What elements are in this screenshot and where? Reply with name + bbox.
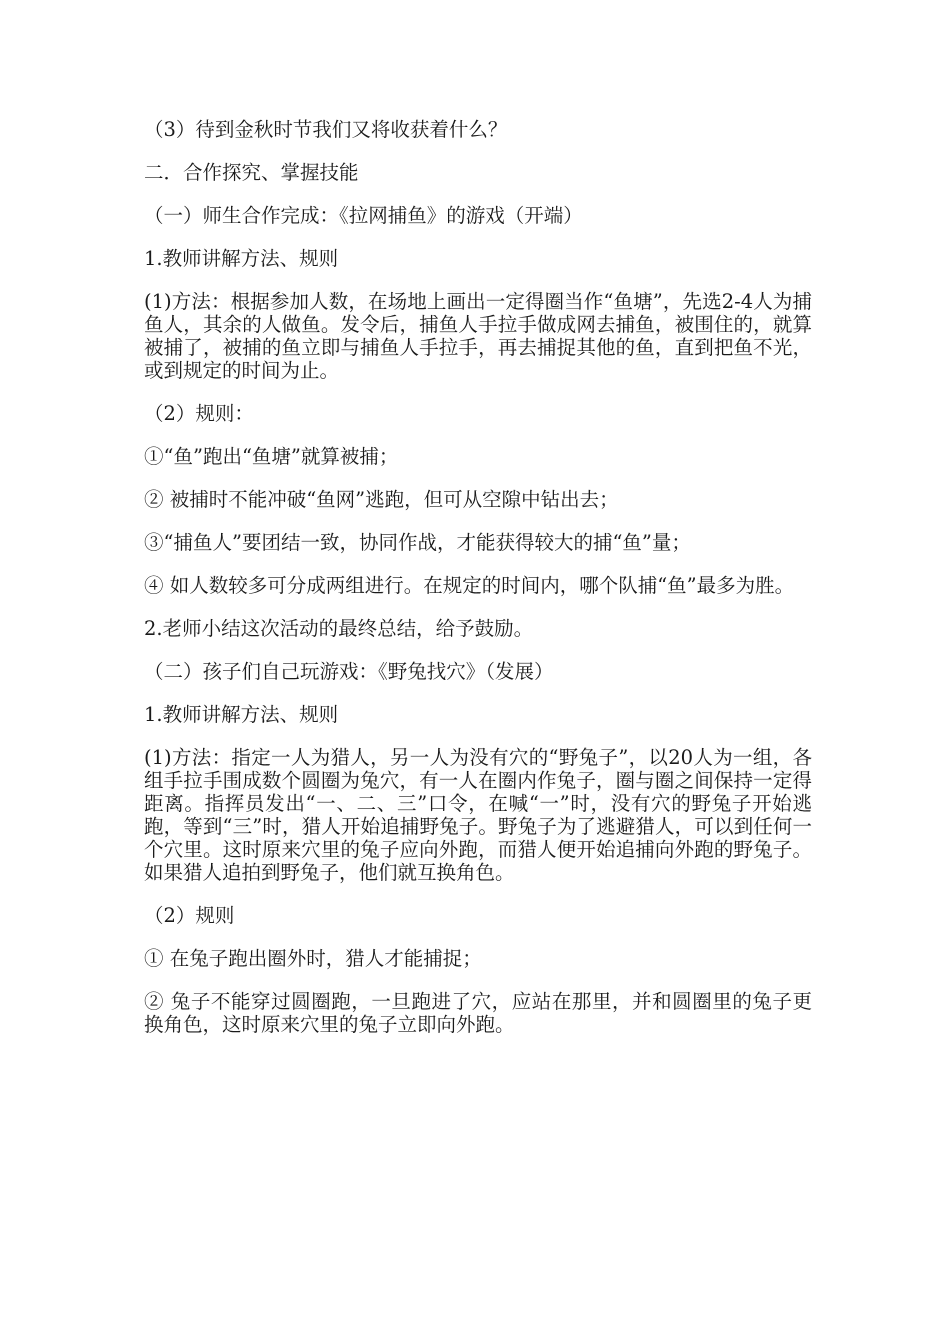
item-heading-methods-rules-2: 1.教师讲解方法、规则 (144, 703, 339, 726)
item-heading-methods-rules: 1.教师讲解方法、规则 (144, 247, 339, 270)
teacher-summary: 2.老师小结这次活动的最终总结，给予鼓励。 (144, 617, 534, 640)
rules-heading-fishing: （2）规则： (144, 402, 254, 425)
document-page (144, 118, 812, 1056)
rabbit-rule-item-2: ② 兔子不能穿过圆圈跑，一旦跑进了穴，应站在那里，并和圆圈里的兔子更换角色，这时原来穴里的兔子立即向外跑。 (144, 990, 812, 1036)
rule-item-4: ④ 如人数较多可分成两组进行。在规定的时间内，哪个队捕“鱼”最多为胜。 (144, 574, 795, 597)
rabbit-rule-item-1: ① 在兔子跑出圈外时，猎人才能捕捉； (144, 947, 482, 970)
method-paragraph-rabbit: (1)方法：指定一人为猎人，另一人为没有穴的“野兔子”，以20人为一组，各组手拉手围成数个圆圈为兔穴，有一人在圈内作兔子，圈与圈之间保持一定得距离。指挥员发出“一、二、三”口令，在喊“一”时，没有穴的野兔子开始逃跑，等到“三”时，猎人开始追捕野兔子。野兔子为了逃避猎人，可以到任何一个穴里。这时原来穴里的兔子应向外跑，而猎人便开始追捕向外跑的野兔子。如果猎人追拍到野兔子，他们就互换角色。 (144, 746, 812, 884)
rules-heading-rabbit: （2）规则 (144, 904, 235, 927)
section-heading-2: 二．合作探究、掌握技能 (144, 161, 359, 184)
rule-item-3: ③“捕鱼人”要团结一致，协同作战，才能获得较大的捕“鱼”量； (144, 531, 691, 554)
subsection-heading-2: （二）孩子们自己玩游戏：《野兔找穴》（发展） (144, 660, 554, 683)
method-paragraph-fishing: (1)方法：根据参加人数，在场地上画出一定得圈当作“鱼塘”，先选2-4人为捕鱼人，其余的人做鱼。发令后，捕鱼人手拉手做成网去捕鱼，被围住的，就算被捕了，被捕的鱼立即与捕鱼人手拉手，再去捕捉其他的鱼，直到把鱼不光，或到规定的时间为止。 (144, 290, 812, 382)
rule-item-2: ② 被捕时不能冲破“鱼网”逃跑，但可从空隙中钻出去； (144, 488, 619, 511)
subsection-heading-1: （一）师生合作完成：《拉网捕鱼》的游戏（开端） (144, 204, 583, 227)
question-3: （3）待到金秋时节我们又将收获着什么？ (144, 118, 508, 141)
rule-item-1: ①“鱼”跑出“鱼塘”就算被捕； (144, 445, 399, 468)
